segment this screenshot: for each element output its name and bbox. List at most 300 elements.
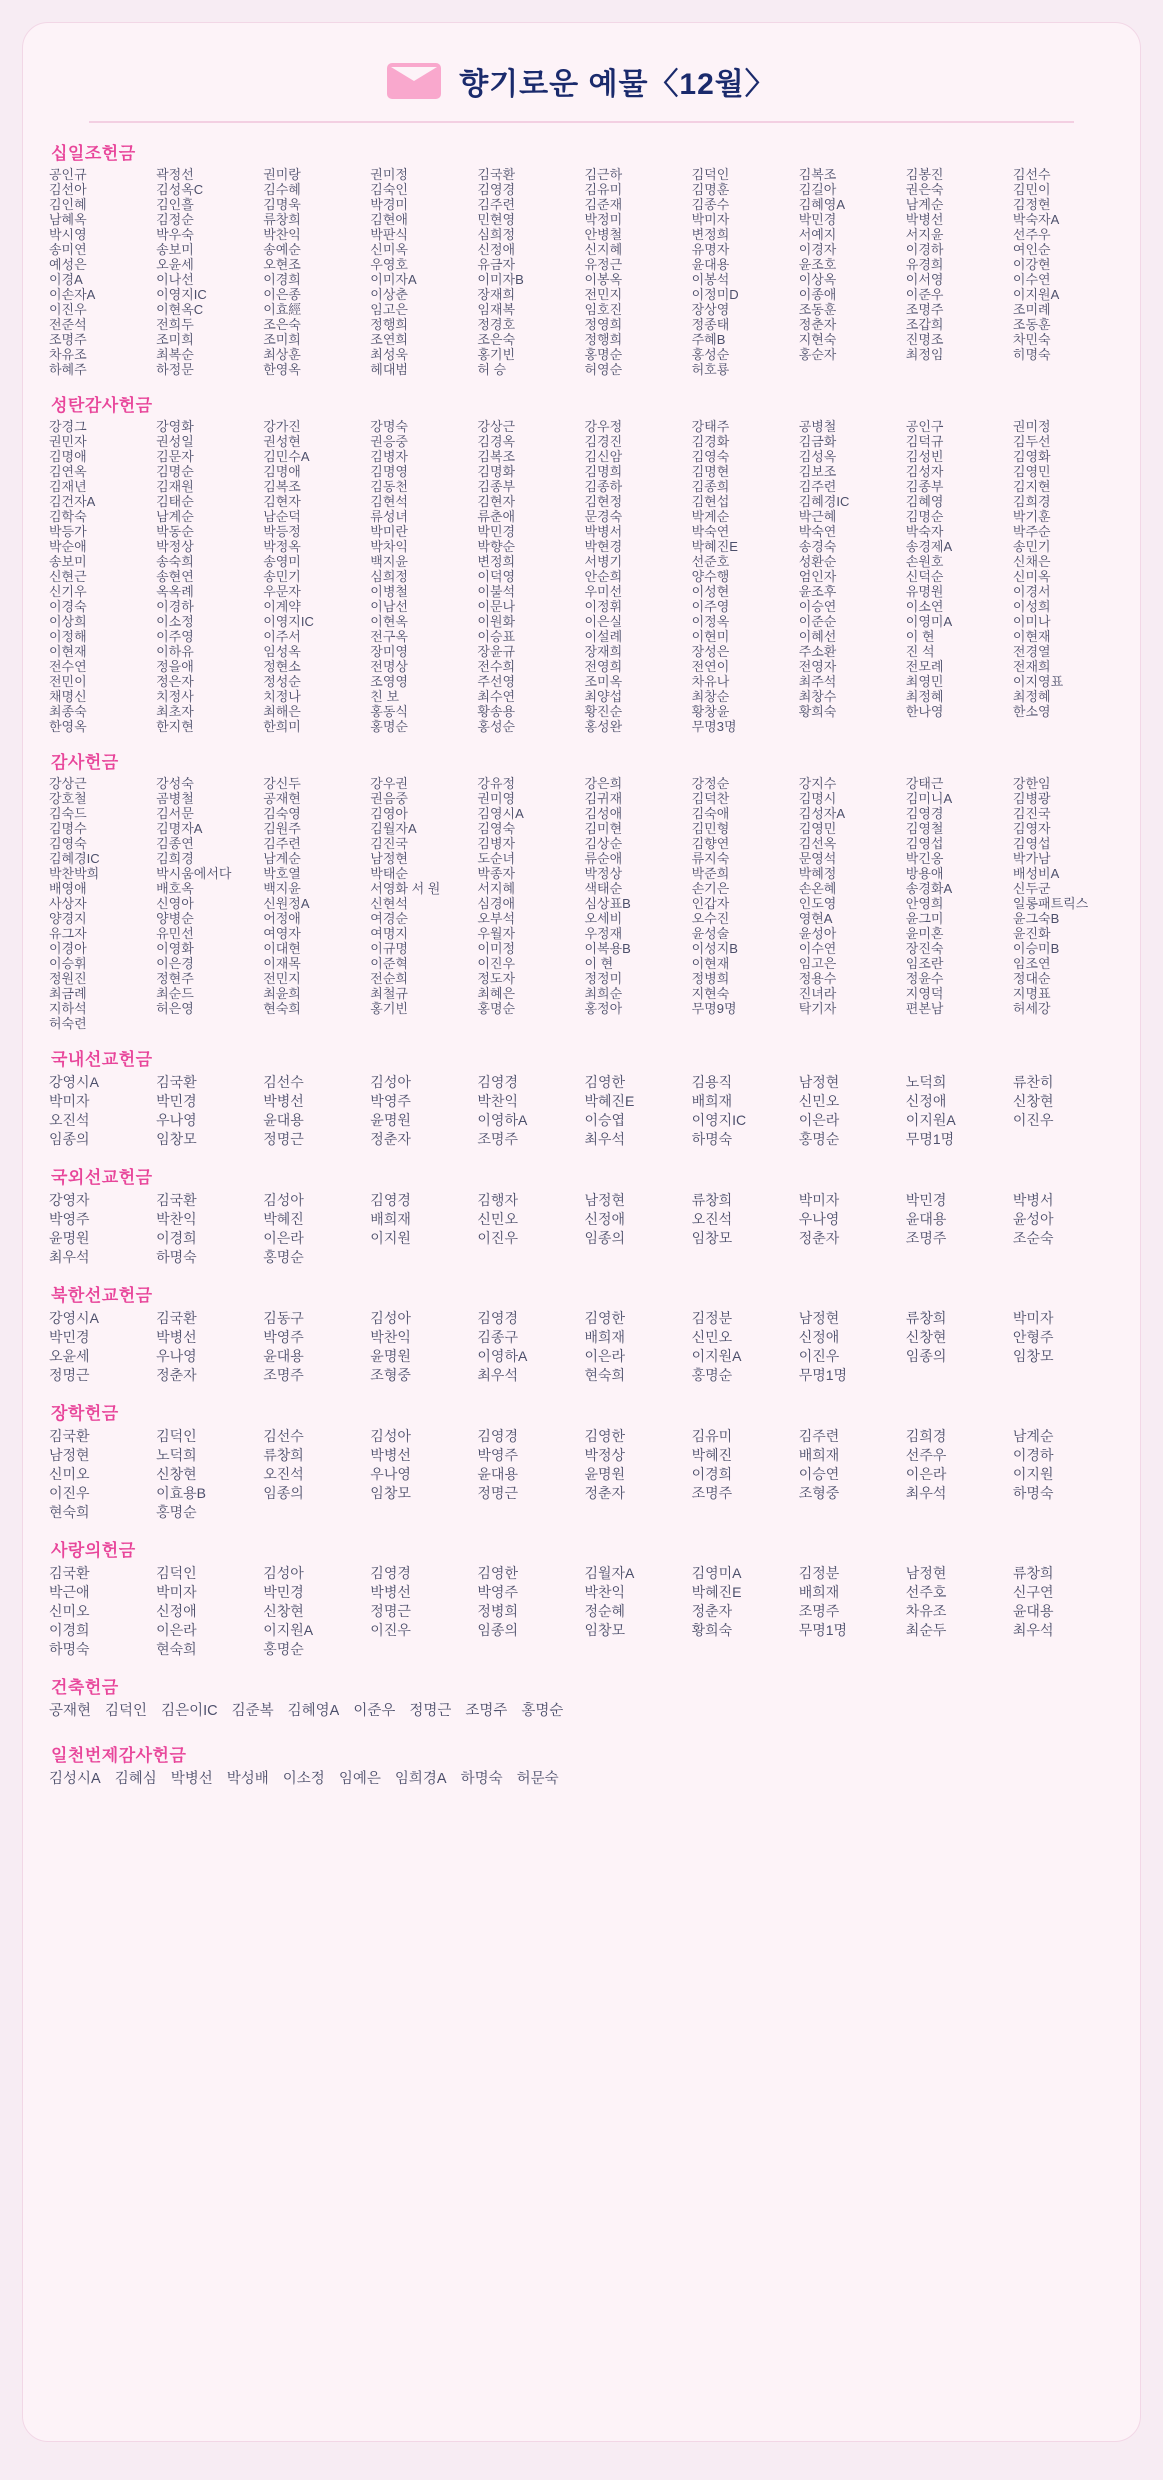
name-entry: 김국환 (156, 1310, 197, 1326)
name-entry: 박정옥 (263, 539, 301, 554)
name-entry: 권민자 (49, 434, 87, 449)
name-entry: 김병자 (477, 836, 516, 851)
name-entry: 임조란 (905, 956, 944, 971)
name-entry: 신정애 (156, 1603, 197, 1619)
name-entry: 백지윤 (263, 881, 301, 896)
name-entry: 이지원 (370, 1230, 411, 1246)
name-entry: 신구연 (1012, 1584, 1054, 1600)
name-entry: 박영주 (263, 1329, 304, 1345)
name-entry: 김준재 (584, 197, 623, 212)
name-entry: 유명원 (905, 584, 944, 599)
name-entry: 송미연 (49, 242, 87, 257)
name-entry: 이혜선 (798, 629, 837, 644)
name-entry: 지현숙 (691, 986, 730, 1001)
name-entry: 박병선 (370, 1447, 411, 1463)
name-entry: 김종수 (691, 197, 730, 212)
name-entry: 윤대용 (1012, 1603, 1054, 1619)
name-entry: 김행자 (477, 1192, 518, 1208)
name-entry: 허 승 (477, 362, 507, 377)
name-entry: 지명표 (1012, 986, 1051, 1001)
section-gungnae (49, 1045, 1114, 1149)
name-entry: 박병선 (370, 1584, 411, 1600)
name-entry: 신창현 (905, 1329, 947, 1345)
name-entry: 이정휘 (584, 599, 623, 614)
name-entry: 김성아 (370, 1074, 411, 1090)
name-entry: 공인규 (49, 167, 87, 182)
name-entry: 정춘자 (798, 317, 837, 332)
name-entry: 황송용 (477, 704, 516, 719)
name-entry: 일롱패트릭스 (1012, 896, 1089, 911)
name-entry: 임종의 (477, 1622, 518, 1638)
name-entry: 이승휘 (49, 956, 87, 971)
name-entry: 김재년 (49, 479, 87, 494)
name-entry: 박등가 (49, 524, 87, 539)
name-entry: 김명애 (263, 464, 301, 479)
name-entry: 윤조후 (798, 584, 837, 599)
name-entry: 이규명 (370, 941, 408, 956)
name-entry: 이지영표 (1012, 674, 1064, 689)
name-entry: 문영석 (798, 851, 837, 866)
name-entry: 김국환 (49, 1428, 90, 1444)
name-entry: 박가남 (1012, 851, 1051, 866)
name-entry: 심희정 (370, 569, 408, 584)
name-entry: 박향순 (477, 539, 516, 554)
name-entry: 윤조호 (798, 257, 837, 272)
name-entry: 이계약 (263, 599, 301, 614)
name-entry: 박기훈 (1012, 509, 1051, 524)
name-entry: 조은숙 (477, 332, 516, 347)
name-entry: 김서문 (156, 806, 194, 821)
name-entry: 강신두 (263, 776, 301, 791)
name-entry: 민현영 (477, 212, 516, 227)
name-entry: 영현A (798, 911, 833, 926)
name-entry: 예성은 (49, 257, 87, 272)
name-entry: 김영경 (370, 1565, 411, 1581)
name-entry: 김태순 (156, 494, 194, 509)
name-entry: 조형중 (798, 1485, 840, 1501)
name-entry: 이현재 (691, 956, 730, 971)
name-entry: 김영한 (584, 1428, 626, 1444)
name-entry: 김향연 (691, 836, 730, 851)
name-entry: 김성옥 (798, 449, 837, 464)
name-entry: 허문숙 (516, 1771, 559, 1787)
name-entry: 이상춘 (370, 287, 408, 302)
name-entry: 박경미 (370, 197, 408, 212)
name-entry: 전영자 (798, 659, 837, 674)
name-entry: 하정문 (156, 362, 194, 377)
name-entry: 지영덕 (905, 986, 944, 1001)
name-entry: 조명주 (465, 1703, 508, 1719)
name-entry: 홍동식 (370, 704, 408, 719)
name-entry: 박태순 (370, 866, 408, 881)
name-entry: 이진우 (798, 1348, 840, 1364)
name-entry: 이은실 (584, 614, 623, 629)
name-entry: 박숙연 (691, 524, 730, 539)
name-entry: 강유정 (477, 776, 516, 791)
name-entry: 박종자 (477, 866, 516, 881)
name-entry: 홍명순 (691, 1367, 733, 1383)
name-entry: 이현미 (691, 629, 730, 644)
section-title-gamsa: 감사헌금 (51, 753, 119, 772)
section-seongtan (49, 391, 1114, 734)
name-entry: 류성녀 (370, 509, 408, 524)
name-entry: 여경순 (370, 911, 408, 926)
name-entry: 홍명순 (370, 719, 408, 734)
name-entry: 윤미혼 (905, 926, 944, 941)
name-entry: 이준혁 (370, 956, 408, 971)
name-entry: 김덕인 (156, 1428, 197, 1444)
section-gugoe (49, 1163, 1114, 1267)
name-entry: 친 보 (370, 689, 400, 704)
name-entry: 임종의 (49, 1131, 90, 1147)
name-entry: 류창희 (691, 1192, 733, 1208)
name-entry: 류창희 (263, 1447, 304, 1463)
name-entry: 이승엽 (584, 1112, 626, 1128)
name-entry: 신현석 (370, 896, 408, 911)
name-entry: 전수연 (49, 659, 87, 674)
section-title-bukhan: 북한선교헌금 (51, 1286, 153, 1305)
name-entry: 강경그 (49, 419, 87, 434)
name-entry: 윤대용 (691, 257, 730, 272)
name-entry: 정정미 (584, 971, 623, 986)
name-entry: 이영화 (156, 941, 194, 956)
page-header (49, 41, 1114, 115)
name-entry: 장성은 (691, 644, 730, 659)
name-entry: 헤대범 (370, 362, 408, 377)
name-entry: 홍순자 (798, 347, 837, 362)
name-entry: 박병선 (156, 1329, 197, 1345)
name-entry: 김미니A (905, 791, 953, 806)
name-entry: 김진국 (370, 836, 408, 851)
name-entry: 김복조 (798, 167, 837, 182)
name-entry: 김현자 (477, 494, 516, 509)
name-entry: 임고은 (370, 302, 408, 317)
name-entry: 이경하 (156, 599, 194, 614)
name-entry: 이 현 (584, 956, 614, 971)
name-entry: 최희순 (584, 986, 623, 1001)
name-entry: 박혜진E (691, 1584, 742, 1600)
name-entry: 장미영 (370, 644, 408, 659)
name-entry: 김주련 (263, 836, 301, 851)
name-entry: 권음중 (370, 791, 408, 806)
section-title-seongtan: 성탄감사헌금 (51, 396, 153, 415)
name-entry: 남순덕 (263, 509, 301, 524)
name-entry: 이소연 (905, 599, 944, 614)
name-entry: 성환순 (798, 554, 837, 569)
name-entry: 남계순 (1012, 1428, 1054, 1444)
name-entry: 남혜옥 (49, 212, 87, 227)
name-entry: 서병기 (584, 554, 623, 569)
name-entry: 선준호 (691, 554, 730, 569)
name-entry: 배희재 (370, 1211, 411, 1227)
name-entry: 이지원A (905, 1112, 956, 1128)
name-entry: 김현애 (370, 212, 408, 227)
name-entry: 김동구 (263, 1310, 304, 1326)
name-entry: 남정현 (584, 1192, 626, 1208)
name-entry: 김미현 (584, 821, 623, 836)
name-entry: 김성시A (49, 1771, 101, 1787)
name-entry: 이하유 (156, 644, 194, 659)
name-entry: 권응중 (370, 434, 408, 449)
name-entry: 임종의 (584, 1230, 626, 1246)
section-title-geonchuk: 건축헌금 (51, 1678, 119, 1697)
name-entry: 최영민 (905, 674, 944, 689)
name-entry: 박정상 (584, 1447, 626, 1463)
name-entry: 이진우 (477, 956, 516, 971)
name-entry: 정행희 (584, 332, 623, 347)
name-entry: 박병선 (170, 1771, 213, 1787)
name-entry: 강성숙 (156, 776, 194, 791)
name-entry: 이은라 (156, 1622, 197, 1638)
name-entry: 김은이IC (161, 1703, 218, 1719)
name-entry: 김명수 (49, 821, 87, 836)
name-entry: 김민이 (1012, 182, 1051, 197)
name-entry: 박근애 (49, 1584, 90, 1600)
name-entry: 박영주 (477, 1447, 518, 1463)
name-list-janghak (49, 1427, 1114, 1522)
name-entry: 김주련 (477, 197, 516, 212)
section-geonchuk (49, 1673, 1114, 1727)
name-entry: 김국환 (156, 1192, 197, 1208)
name-entry: 오부석 (477, 911, 516, 926)
name-entry: 이미자A (370, 272, 417, 287)
name-entry: 유경희 (905, 257, 944, 272)
name-entry: 김영숙 (49, 836, 87, 851)
name-entry: 오현조 (263, 257, 301, 272)
name-entry: 김귀재 (584, 791, 623, 806)
name-entry: 허세강 (1012, 1001, 1051, 1016)
name-entry: 김경옥 (477, 434, 516, 449)
name-entry: 최수연 (477, 689, 516, 704)
name-entry: 김성옥C (156, 182, 204, 197)
name-entry: 이경아 (49, 941, 87, 956)
name-entry: 정원진 (49, 971, 87, 986)
name-entry: 임고은 (798, 956, 837, 971)
name-entry: 임희경A (394, 1771, 447, 1787)
name-entry: 신원정A (263, 896, 310, 911)
name-entry: 정대순 (1012, 971, 1051, 986)
name-entry: 현숙희 (584, 1367, 626, 1383)
name-entry: 이은라 (263, 1230, 304, 1246)
name-entry: 김인혜 (49, 197, 87, 212)
section-title-janghak: 장학헌금 (51, 1404, 119, 1423)
name-entry: 진 석 (905, 644, 935, 659)
name-entry: 정춘자 (584, 1485, 626, 1501)
name-entry: 윤명원 (49, 1230, 90, 1246)
name-entry: 김선수 (263, 1074, 304, 1090)
name-entry: 인도영 (798, 896, 837, 911)
name-entry: 조동훈 (798, 302, 837, 317)
name-entry: 김병자 (370, 449, 408, 464)
name-entry: 안순희 (584, 569, 623, 584)
name-entry: 김정분 (798, 1565, 840, 1581)
name-entry: 이영지IC (156, 287, 207, 302)
name-entry: 신정애 (584, 1211, 626, 1227)
name-entry: 무명1명 (798, 1367, 848, 1383)
name-entry: 조명주 (798, 1603, 840, 1619)
name-entry: 이경하 (1012, 1447, 1054, 1463)
name-entry: 유민선 (156, 926, 194, 941)
name-entry: 박병선 (263, 1093, 304, 1109)
name-entry: 김성빈 (905, 449, 944, 464)
name-entry: 편본남 (905, 1001, 944, 1016)
name-list-sarang (49, 1564, 1114, 1659)
name-entry: 손원호 (905, 554, 944, 569)
name-entry: 김희경 (1012, 494, 1051, 509)
name-entry: 김선옥 (798, 836, 837, 851)
section-sarang (49, 1536, 1114, 1659)
name-entry: 김현석 (370, 494, 408, 509)
name-entry: 오수진 (691, 911, 730, 926)
name-entry: 차유조 (905, 1603, 947, 1619)
name-entry: 이성희 (1012, 599, 1051, 614)
name-entry: 박동순 (156, 524, 194, 539)
name-entry: 이문나 (477, 599, 516, 614)
name-entry: 서지윤 (905, 227, 944, 242)
name-entry: 오세비 (584, 911, 623, 926)
name-entry: 이경희 (156, 1230, 197, 1246)
name-entry: 김동천 (370, 479, 408, 494)
name-entry: 김희경 (156, 851, 194, 866)
name-entry: 정용수 (798, 971, 837, 986)
name-entry: 전재희 (1012, 659, 1051, 674)
name-entry: 오진석 (691, 1211, 733, 1227)
name-entry: 류순애 (584, 851, 623, 866)
name-entry: 여영자 (263, 926, 301, 941)
name-entry: 최우석 (905, 1485, 947, 1501)
envelope-icon (387, 63, 441, 99)
name-entry: 홍명순 (521, 1703, 564, 1719)
name-entry: 김건자A (49, 494, 96, 509)
name-entry: 임창모 (370, 1485, 411, 1501)
name-entry: 차민숙 (1012, 332, 1051, 347)
name-entry: 윤그미 (905, 911, 944, 926)
name-entry: 박혜정 (798, 866, 837, 881)
name-entry: 이경희 (691, 1466, 733, 1482)
name-entry: 김영섭 (905, 836, 944, 851)
name-entry: 김명애 (49, 449, 87, 464)
name-entry: 현숙희 (263, 1001, 301, 1016)
name-entry: 주혜B (691, 332, 726, 347)
name-entry: 김용직 (691, 1074, 733, 1090)
name-entry: 전명상 (370, 659, 408, 674)
name-entry: 김명순 (156, 464, 194, 479)
name-entry: 남계순 (263, 851, 301, 866)
name-entry: 김영경 (477, 182, 516, 197)
name-entry: 김유미 (584, 182, 623, 197)
name-entry: 치정나 (263, 689, 301, 704)
name-entry: 정명근 (263, 1131, 304, 1147)
name-entry: 전연이 (691, 659, 730, 674)
name-list-gugoe (49, 1191, 1114, 1267)
page-title: 향기로운 예물〈12월〉 (459, 68, 776, 101)
name-entry: 윤대용 (263, 1348, 304, 1364)
name-entry: 조명주 (477, 1131, 518, 1147)
name-entry: 진명조 (905, 332, 944, 347)
name-entry: 강우권 (370, 776, 408, 791)
name-list-ilcheon (49, 1769, 1114, 1795)
name-entry: 여명지 (370, 926, 408, 941)
name-entry: 조동훈 (1012, 317, 1051, 332)
name-entry: 조명주 (691, 1485, 733, 1501)
name-entry: 김영아 (370, 806, 408, 821)
name-entry: 김연옥 (49, 464, 87, 479)
name-entry: 김영경 (477, 1428, 518, 1444)
name-entry: 한영옥 (49, 719, 87, 734)
name-entry: 최종숙 (49, 704, 87, 719)
name-entry: 허은영 (156, 1001, 194, 1016)
name-entry: 신미옥 (370, 242, 408, 257)
name-entry: 류창희 (263, 212, 301, 227)
name-entry: 김금화 (798, 434, 837, 449)
name-entry: 김숙인 (370, 182, 408, 197)
name-entry: 이경A (49, 272, 83, 287)
name-entry: 최우석 (584, 1131, 626, 1147)
name-entry: 이소정 (156, 614, 194, 629)
name-entry: 김영한 (584, 1074, 626, 1090)
name-entry: 김영한 (584, 1310, 626, 1326)
name-entry: 허영순 (584, 362, 623, 377)
name-entry: 유명자 (691, 242, 730, 257)
name-entry: 신민오 (798, 1093, 840, 1109)
name-entry: 최순드 (156, 986, 194, 1001)
name-entry: 박민경 (156, 1093, 197, 1109)
name-entry: 안병철 (584, 227, 623, 242)
name-entry: 김지현 (1012, 479, 1051, 494)
name-entry: 공인구 (905, 419, 944, 434)
name-entry: 박긴옹 (905, 851, 944, 866)
name-entry: 박민경 (49, 1329, 90, 1345)
name-entry: 이 현 (905, 629, 935, 644)
name-entry: 강상근 (49, 776, 87, 791)
name-entry: 조미희 (263, 332, 301, 347)
name-entry: 양경지 (49, 911, 87, 926)
name-entry: 채명신 (49, 689, 87, 704)
name-entry: 김영시A (477, 806, 524, 821)
name-entry: 차유나 (691, 674, 730, 689)
name-entry: 박등정 (263, 524, 301, 539)
name-entry: 김복조 (263, 479, 301, 494)
name-entry: 김종희 (691, 479, 730, 494)
name-entry: 오윤세 (49, 1348, 90, 1364)
name-entry: 배희재 (798, 1447, 840, 1463)
name-entry: 강태근 (905, 776, 944, 791)
name-entry: 김숙영 (263, 806, 301, 821)
name-entry: 전준석 (49, 317, 87, 332)
name-entry: 하명숙 (49, 1641, 90, 1657)
name-entry: 김영경 (477, 1310, 518, 1326)
name-entry: 치정사 (156, 689, 194, 704)
name-entry: 김명현 (691, 464, 730, 479)
name-entry: 하혜주 (49, 362, 87, 377)
name-entry: 류창희 (905, 1310, 947, 1326)
name-entry: 이영하A (477, 1348, 528, 1364)
name-entry: 송보미 (156, 242, 194, 257)
name-entry: 남계순 (156, 509, 194, 524)
name-list-gamsa (49, 776, 1114, 1031)
name-entry: 이종애 (798, 287, 837, 302)
name-entry: 박찬박희 (49, 866, 100, 881)
name-entry: 박민경 (905, 1192, 947, 1208)
name-entry: 이남선 (370, 599, 408, 614)
name-entry: 이현옥C (156, 302, 204, 317)
name-entry: 이상옥 (798, 272, 837, 287)
name-entry: 김종부 (477, 479, 516, 494)
name-entry: 심희정 (477, 227, 516, 242)
name-entry: 홍기빈 (370, 1001, 408, 1016)
name-entry: 이경하 (905, 242, 944, 257)
name-entry: 이재목 (263, 956, 301, 971)
